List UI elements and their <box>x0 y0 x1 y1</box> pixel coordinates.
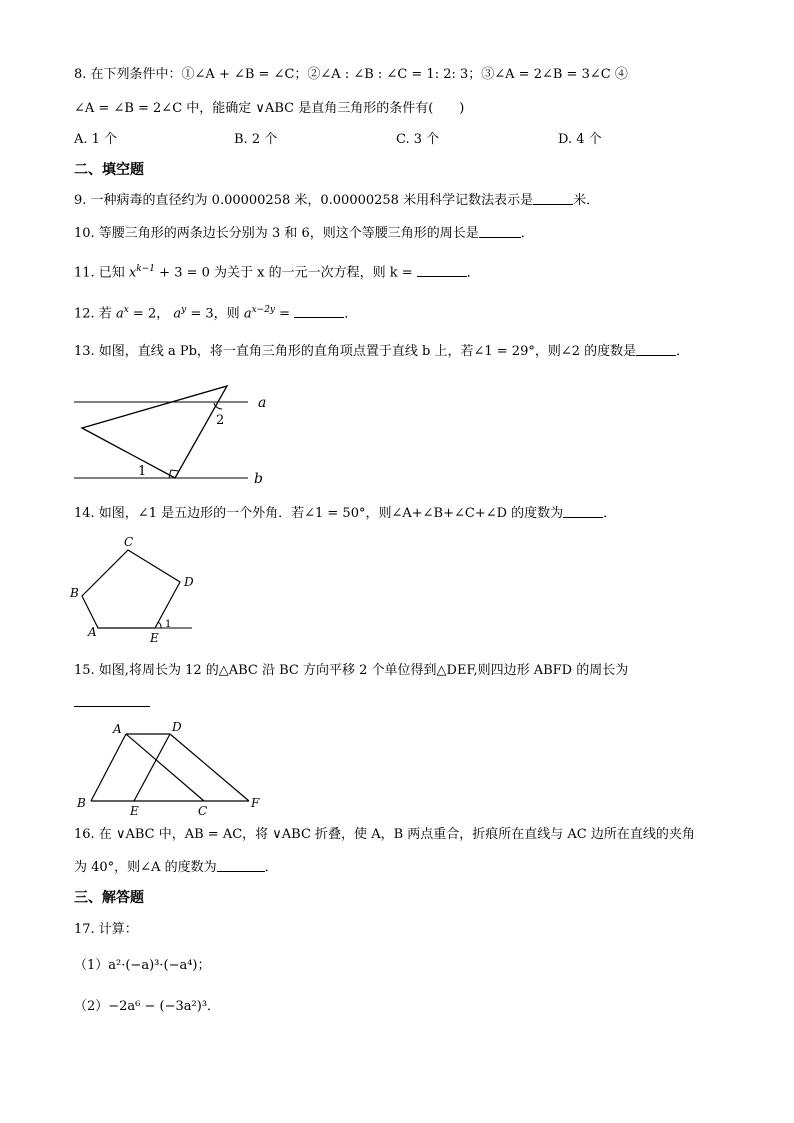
q12-p2: a <box>173 306 182 322</box>
label-F: F <box>251 796 260 810</box>
q16-blank <box>217 859 265 872</box>
q16-suffix: ． <box>264 860 278 875</box>
q8-option-c: C. 3 个 <box>396 132 440 147</box>
q12-prefix: 12. 若 <box>74 306 112 322</box>
label-1: 1 <box>165 619 172 630</box>
side-AB <box>91 734 126 801</box>
q10-suffix: ． <box>520 226 534 241</box>
section-solution-heading: 三、解答题 <box>74 890 144 906</box>
q12-v2: = 3，则 <box>186 306 240 322</box>
q13-text: 13. 如图，直线 a Pb，将一直角三角形的直角项点置于直线 b 上，若∠1 = 29°，则∠2 的度数是 <box>74 344 637 359</box>
q16-line2 <box>74 859 278 877</box>
q16-text: 为 40°，则∠A 的度数为 <box>74 860 217 875</box>
label-B: B <box>77 796 86 810</box>
q14-suffix: ． <box>603 506 617 521</box>
q8-option-b: B. 2 个 <box>234 132 278 147</box>
q12-v1: = 2， <box>128 306 170 322</box>
label-A: A <box>88 625 97 639</box>
label-b: b <box>254 471 263 487</box>
label-C: C <box>124 535 134 549</box>
q17-part2: （2）−2a⁶ − (−3a²)³． <box>74 999 221 1014</box>
label-D: D <box>172 720 182 734</box>
q12-e1: x <box>123 305 129 315</box>
q15: 15. 如图,将周长为 12 的△ABC 沿 BC 方向平移 2 个单位得到△DEF,则四边形 ABFD 的周长为 <box>74 663 629 678</box>
q11-suffix: ． <box>466 265 480 281</box>
label-E: E <box>150 631 159 645</box>
q11-prefix: 11. 已知 <box>74 265 125 281</box>
q8-line2: ∠A = ∠B = 2∠C 中，能确定 ∨ABC 是直角三角形的条件有( ) <box>74 101 465 116</box>
q12-v3: = <box>275 306 291 322</box>
q12-e2: y <box>181 305 187 315</box>
q12-suffix: ． <box>344 306 358 322</box>
label-angle-2: 2 <box>216 413 225 428</box>
label-a: a <box>258 395 267 411</box>
label-angle-1: 1 <box>138 464 147 479</box>
q10-text: 10. 等腰三角形的两条边长分别为 3 和 6，则这个等腰三角形的周长是 <box>74 226 479 241</box>
q14-text: 14. 如图，∠1 是五边形的一个外角．若∠1 = 50°，则∠A+∠B+∠C+∠D 的度数为 <box>74 506 564 521</box>
q8-option-d: D. 4 个 <box>558 132 602 147</box>
q17-title: 17. 计算： <box>74 922 138 937</box>
label-A: A <box>113 722 122 736</box>
q11-exp: k−1 <box>136 264 156 274</box>
q17-part1: （1）a²·(−a)³·(−a⁴)； <box>74 958 211 973</box>
label-C: C <box>198 804 208 818</box>
label-E: E <box>130 804 139 818</box>
label-B: B <box>70 586 79 600</box>
q12-p1: a <box>115 306 124 322</box>
label-D: D <box>184 575 194 589</box>
q8-line1: 8. 在下列条件中：①∠A + ∠B = ∠C；②∠A : ∠B : ∠C = 1: 2: 3；③∠A = 2∠B = 3∠C ④ <box>74 67 628 82</box>
q11-base: x <box>128 265 137 281</box>
section-fill-in-heading: 二、填空题 <box>74 162 144 178</box>
q12-e3: x−2y <box>251 305 276 315</box>
q13-suffix: ． <box>676 344 690 359</box>
q8-option-a: A. 1 个 <box>74 132 118 147</box>
q11-rest: + 3 = 0 为关于 x 的一元一次方程，则 k = <box>155 265 413 281</box>
q9-text: 9. 一种病毒的直径约为 0.00000258 米，0.00000258 米用科学记数法表示是 <box>74 193 534 208</box>
q16-line1: 16. 在 ∨ABC 中，AB = AC，将 ∨ABC 折叠，使 A，B 两点重合，折痕所在直线与 AC 边所在直线的夹角 <box>74 827 695 842</box>
q12-p3: a <box>243 306 252 322</box>
q9-suffix: 米． <box>573 193 600 208</box>
side-DF <box>170 734 249 801</box>
